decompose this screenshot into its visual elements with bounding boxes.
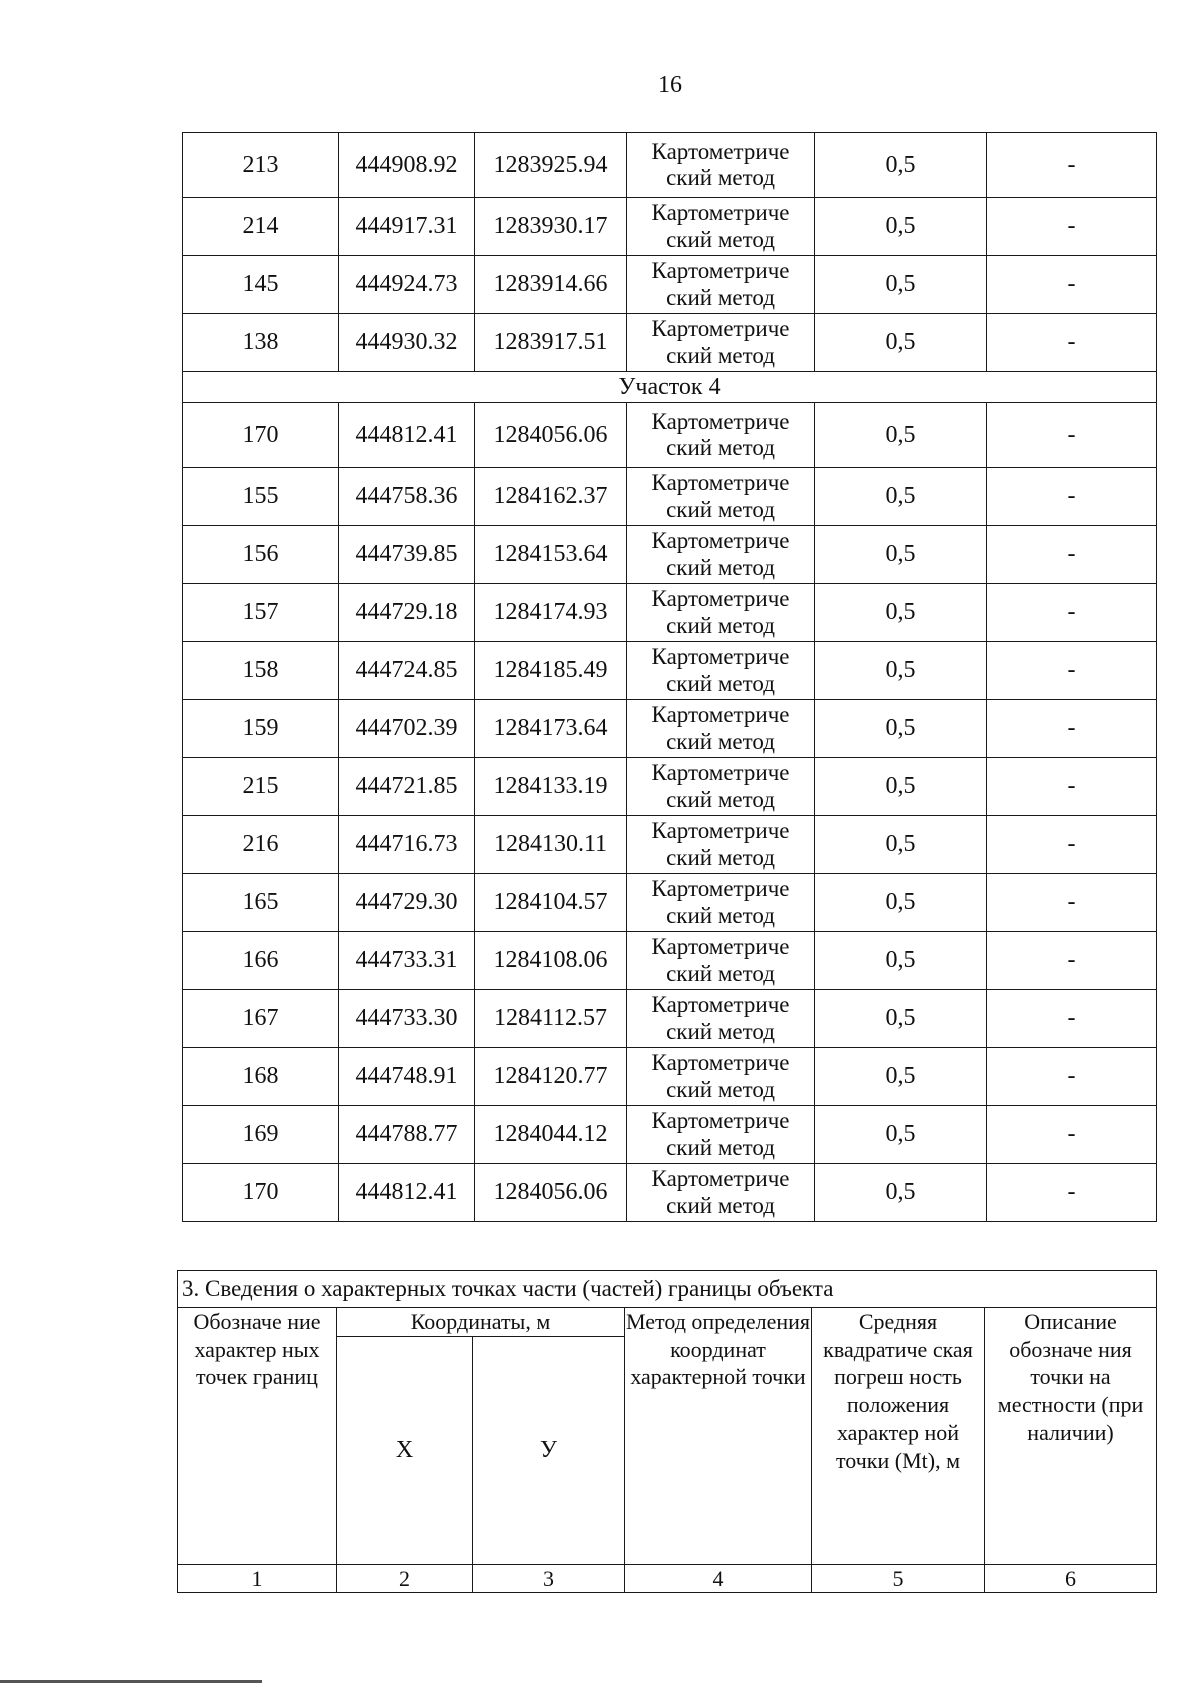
description-cell: - bbox=[987, 526, 1157, 584]
point-id-cell: 215 bbox=[183, 758, 339, 816]
method-cell: Картометриче ский метод bbox=[627, 758, 815, 816]
point-id-cell: 155 bbox=[183, 468, 339, 526]
error-cell: 0,5 bbox=[815, 526, 987, 584]
error-cell: 0,5 bbox=[815, 403, 987, 468]
method-cell: Картометриче ский метод bbox=[627, 256, 815, 314]
y-coord-cell: 1283925.94 bbox=[475, 133, 627, 198]
section3-title: 3. Сведения о характерных точках части (частей) границы объекта bbox=[178, 1271, 1157, 1308]
description-cell: - bbox=[987, 816, 1157, 874]
description-cell: - bbox=[987, 133, 1157, 198]
error-cell: 0,5 bbox=[815, 700, 987, 758]
column-number: 1 bbox=[178, 1564, 337, 1593]
error-cell: 0,5 bbox=[815, 642, 987, 700]
method-cell: Картометриче ский метод bbox=[627, 816, 815, 874]
table-row bbox=[183, 403, 1157, 468]
description-cell: - bbox=[987, 700, 1157, 758]
header-error: Средняя квадратиче ская погреш ность положения характер ной точки (Mt), м bbox=[812, 1308, 985, 1565]
y-coord-cell: 1284056.06 bbox=[475, 403, 627, 468]
method-cell: Картометриче ский метод bbox=[627, 198, 815, 256]
header-y: У bbox=[473, 1336, 625, 1564]
y-coord-cell: 1283917.51 bbox=[475, 314, 627, 372]
table-row bbox=[183, 198, 1157, 256]
description-cell: - bbox=[987, 1106, 1157, 1164]
error-cell: 0,5 bbox=[815, 1164, 987, 1222]
error-cell: 0,5 bbox=[815, 1048, 987, 1106]
description-cell: - bbox=[987, 314, 1157, 372]
error-cell: 0,5 bbox=[815, 133, 987, 198]
point-id-cell: 169 bbox=[183, 1106, 339, 1164]
y-coord-cell: 1284153.64 bbox=[475, 526, 627, 584]
x-coord-cell: 444733.31 bbox=[339, 932, 475, 990]
column-number: 5 bbox=[812, 1564, 985, 1593]
table-row bbox=[183, 256, 1157, 314]
x-coord-cell: 444716.73 bbox=[339, 816, 475, 874]
description-cell: - bbox=[987, 758, 1157, 816]
x-coord-cell: 444930.32 bbox=[339, 314, 475, 372]
page-number: 16 bbox=[658, 72, 682, 98]
error-cell: 0,5 bbox=[815, 1106, 987, 1164]
header-x: Х bbox=[337, 1336, 473, 1564]
error-cell: 0,5 bbox=[815, 932, 987, 990]
section-title: Участок 4 bbox=[183, 372, 1157, 403]
y-coord-cell: 1284120.77 bbox=[475, 1048, 627, 1106]
table-row bbox=[183, 816, 1157, 874]
method-cell: Картометриче ский метод bbox=[627, 133, 815, 198]
point-id-cell: 165 bbox=[183, 874, 339, 932]
x-coord-cell: 444748.91 bbox=[339, 1048, 475, 1106]
y-coord-cell: 1284130.11 bbox=[475, 816, 627, 874]
error-cell: 0,5 bbox=[815, 468, 987, 526]
error-cell: 0,5 bbox=[815, 256, 987, 314]
x-coord-cell: 444739.85 bbox=[339, 526, 475, 584]
method-cell: Картометриче ский метод bbox=[627, 642, 815, 700]
x-coord-cell: 444758.36 bbox=[339, 468, 475, 526]
point-id-cell: 214 bbox=[183, 198, 339, 256]
header-point-designation: Обозначе ние характер ных точек границ bbox=[178, 1308, 337, 1565]
description-cell: - bbox=[987, 403, 1157, 468]
point-id-cell: 166 bbox=[183, 932, 339, 990]
method-cell: Картометриче ский метод bbox=[627, 584, 815, 642]
point-id-cell: 138 bbox=[183, 314, 339, 372]
scan-artifact-line bbox=[0, 1680, 262, 1683]
point-id-cell: 216 bbox=[183, 816, 339, 874]
description-cell: - bbox=[987, 874, 1157, 932]
point-id-cell: 156 bbox=[183, 526, 339, 584]
table-row bbox=[183, 932, 1157, 990]
coordinates-table bbox=[182, 132, 1157, 1222]
description-cell: - bbox=[987, 468, 1157, 526]
x-coord-cell: 444788.77 bbox=[339, 1106, 475, 1164]
error-cell: 0,5 bbox=[815, 314, 987, 372]
table-row bbox=[183, 758, 1157, 816]
header-description: Описание обозначе ния точки на местности (при наличии) bbox=[985, 1308, 1157, 1565]
x-coord-cell: 444812.41 bbox=[339, 1164, 475, 1222]
point-id-cell: 157 bbox=[183, 584, 339, 642]
description-cell: - bbox=[987, 932, 1157, 990]
y-coord-cell: 1283914.66 bbox=[475, 256, 627, 314]
x-coord-cell: 444917.31 bbox=[339, 198, 475, 256]
description-cell: - bbox=[987, 584, 1157, 642]
method-cell: Картометриче ский метод bbox=[627, 314, 815, 372]
y-coord-cell: 1284112.57 bbox=[475, 990, 627, 1048]
description-cell: - bbox=[987, 1164, 1157, 1222]
method-cell: Картометриче ский метод bbox=[627, 1048, 815, 1106]
point-id-cell: 168 bbox=[183, 1048, 339, 1106]
y-coord-cell: 1284173.64 bbox=[475, 700, 627, 758]
header-method: Метод определения координат характерной точки bbox=[625, 1308, 812, 1565]
x-coord-cell: 444721.85 bbox=[339, 758, 475, 816]
part1-rows bbox=[183, 133, 1157, 372]
method-cell: Картометриче ский метод bbox=[627, 526, 815, 584]
point-id-cell: 167 bbox=[183, 990, 339, 1048]
table-row bbox=[183, 1106, 1157, 1164]
header-coordinates: Координаты, м bbox=[337, 1308, 625, 1337]
error-cell: 0,5 bbox=[815, 874, 987, 932]
y-coord-cell: 1284104.57 bbox=[475, 874, 627, 932]
table-row bbox=[183, 1164, 1157, 1222]
table-row bbox=[183, 990, 1157, 1048]
y-coord-cell: 1283930.17 bbox=[475, 198, 627, 256]
method-cell: Картометриче ский метод bbox=[627, 1106, 815, 1164]
table-row bbox=[183, 584, 1157, 642]
table-row bbox=[183, 133, 1157, 198]
method-cell: Картометриче ский метод bbox=[627, 700, 815, 758]
error-cell: 0,5 bbox=[815, 198, 987, 256]
table-row bbox=[183, 468, 1157, 526]
section3-table bbox=[177, 1270, 1157, 1593]
method-cell: Картометриче ский метод bbox=[627, 403, 815, 468]
y-coord-cell: 1284044.12 bbox=[475, 1106, 627, 1164]
table-row bbox=[183, 526, 1157, 584]
table-row bbox=[183, 1048, 1157, 1106]
description-cell: - bbox=[987, 1048, 1157, 1106]
x-coord-cell: 444733.30 bbox=[339, 990, 475, 1048]
y-coord-cell: 1284133.19 bbox=[475, 758, 627, 816]
part2-rows bbox=[183, 403, 1157, 1222]
column-number: 3 bbox=[473, 1564, 625, 1593]
y-coord-cell: 1284174.93 bbox=[475, 584, 627, 642]
method-cell: Картометриче ский метод bbox=[627, 468, 815, 526]
x-coord-cell: 444729.18 bbox=[339, 584, 475, 642]
table-row bbox=[183, 700, 1157, 758]
x-coord-cell: 444702.39 bbox=[339, 700, 475, 758]
error-cell: 0,5 bbox=[815, 584, 987, 642]
error-cell: 0,5 bbox=[815, 816, 987, 874]
method-cell: Картометриче ский метод bbox=[627, 932, 815, 990]
y-coord-cell: 1284108.06 bbox=[475, 932, 627, 990]
point-id-cell: 159 bbox=[183, 700, 339, 758]
x-coord-cell: 444908.92 bbox=[339, 133, 475, 198]
point-id-cell: 170 bbox=[183, 1164, 339, 1222]
y-coord-cell: 1284056.06 bbox=[475, 1164, 627, 1222]
column-number: 6 bbox=[985, 1564, 1157, 1593]
method-cell: Картометриче ский метод bbox=[627, 1164, 815, 1222]
description-cell: - bbox=[987, 256, 1157, 314]
y-coord-cell: 1284162.37 bbox=[475, 468, 627, 526]
section-header bbox=[183, 372, 1157, 403]
point-id-cell: 145 bbox=[183, 256, 339, 314]
table-row bbox=[183, 642, 1157, 700]
error-cell: 0,5 bbox=[815, 990, 987, 1048]
point-id-cell: 170 bbox=[183, 403, 339, 468]
x-coord-cell: 444724.85 bbox=[339, 642, 475, 700]
column-number: 2 bbox=[337, 1564, 473, 1593]
y-coord-cell: 1284185.49 bbox=[475, 642, 627, 700]
column-number: 4 bbox=[625, 1564, 812, 1593]
method-cell: Картометриче ский метод bbox=[627, 990, 815, 1048]
method-cell: Картометриче ский метод bbox=[627, 874, 815, 932]
table-row bbox=[183, 314, 1157, 372]
description-cell: - bbox=[987, 642, 1157, 700]
description-cell: - bbox=[987, 198, 1157, 256]
table-row bbox=[183, 874, 1157, 932]
error-cell: 0,5 bbox=[815, 758, 987, 816]
description-cell: - bbox=[987, 990, 1157, 1048]
point-id-cell: 213 bbox=[183, 133, 339, 198]
x-coord-cell: 444924.73 bbox=[339, 256, 475, 314]
x-coord-cell: 444812.41 bbox=[339, 403, 475, 468]
x-coord-cell: 444729.30 bbox=[339, 874, 475, 932]
point-id-cell: 158 bbox=[183, 642, 339, 700]
